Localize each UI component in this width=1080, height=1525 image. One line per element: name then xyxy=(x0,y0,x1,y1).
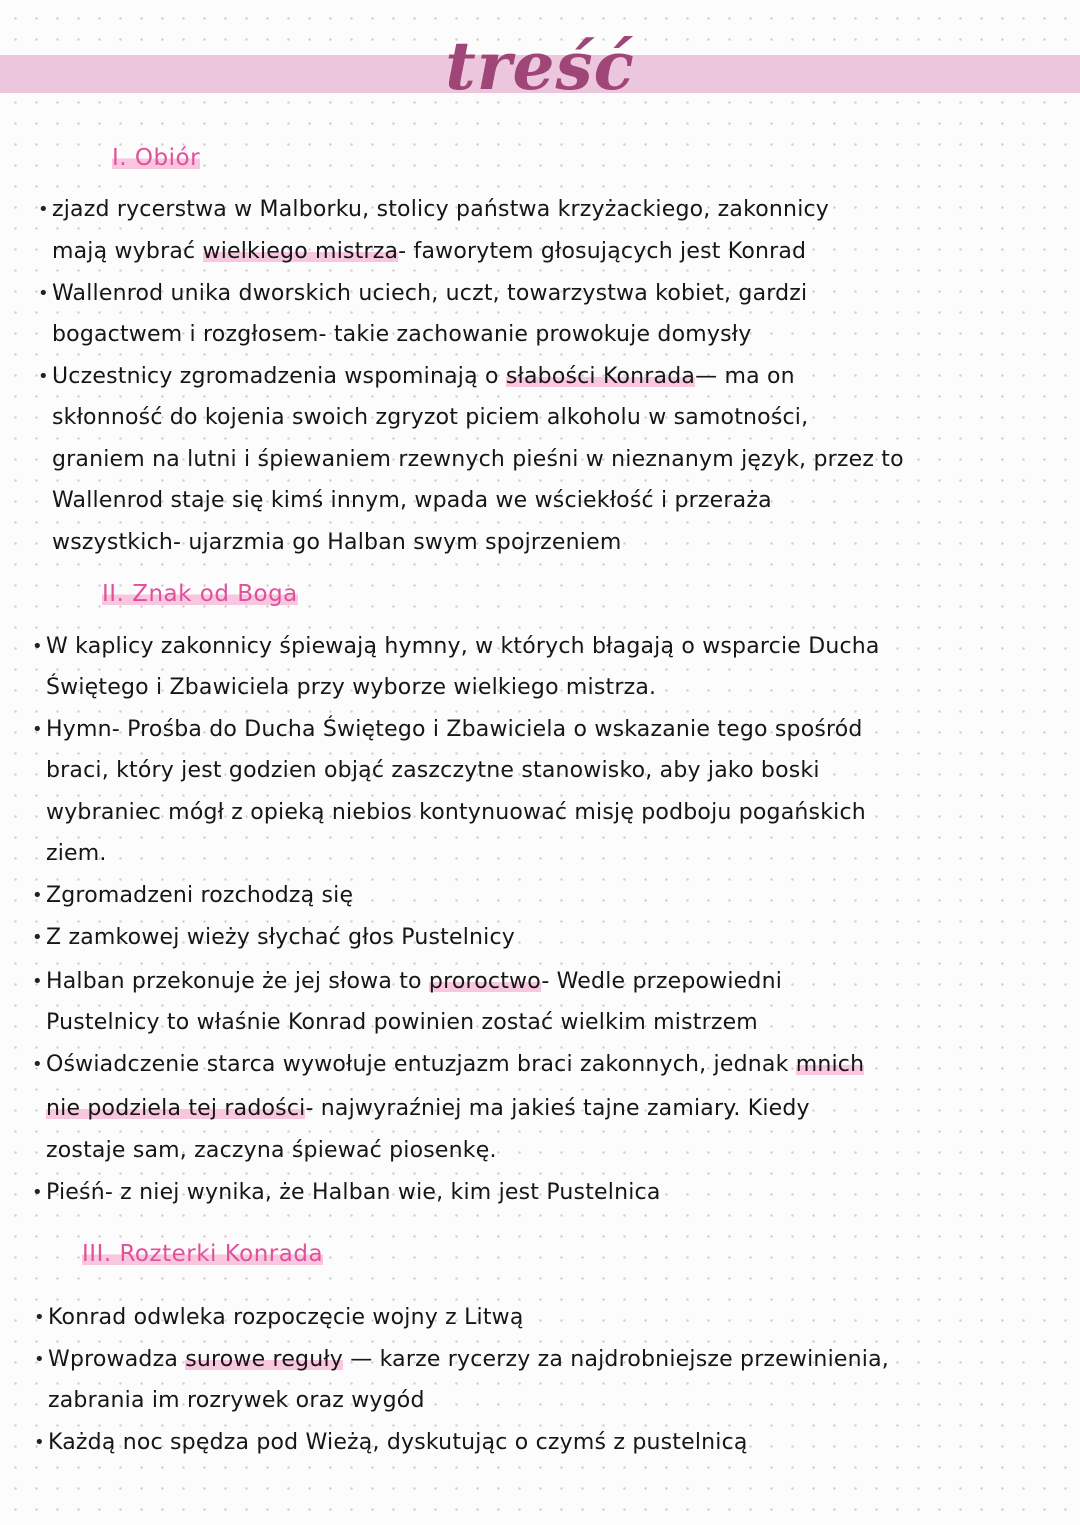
bullet: • xyxy=(38,366,49,387)
bullet: • xyxy=(32,971,43,992)
highlight-surowe-reguly: surowe reguły xyxy=(185,1347,344,1372)
bullet: • xyxy=(34,1349,45,1370)
text-line: Wprowadza surowe reguły — karze rycerzy za najdrobniejsze przewinienia, xyxy=(48,1347,889,1372)
section-heading-1-text: I. Obiór xyxy=(112,145,201,171)
highlight-nie-podziela: nie podziela tej radości xyxy=(46,1096,306,1121)
bullet: • xyxy=(32,927,43,948)
highlight-wielkiego-mistrza: wielkiego mistrza xyxy=(202,239,399,264)
text-line: bogactwem i rozgłosem- takie zachowanie prowokuje domysły xyxy=(52,322,752,347)
text-line: Z zamkowej wieży słychać głos Pustelnicy xyxy=(46,925,515,950)
text-line: Każdą noc spędza pod Wieżą, dyskutując o czymś z pustelnicą xyxy=(48,1430,748,1455)
text-line: wybraniec mógł z opieką niebios kontynuować misję podboju pogańskich xyxy=(46,800,866,825)
text-line: W kaplicy zakonnicy śpiewają hymny, w których błagają o wsparcie Ducha xyxy=(46,634,880,659)
bullet: • xyxy=(32,1054,43,1075)
text-line: ziem. xyxy=(46,841,107,866)
bullet: • xyxy=(38,199,49,220)
text-line: braci, który jest godzien objąć zaszczytne stanowisko, aby jako boski xyxy=(46,758,820,783)
highlight-mnich: mnich xyxy=(795,1052,865,1077)
bullet: • xyxy=(32,636,43,657)
text-line: zabrania im rozrywek oraz wygód xyxy=(48,1388,425,1413)
text-line: Pieśń- z niej wynika, że Halban wie, kim jest Pustelnica xyxy=(46,1180,661,1205)
text-line: Wallenrod staje się kimś innym, wpada we wściekłość i przeraża xyxy=(52,488,772,513)
page-title: treść xyxy=(445,27,635,105)
section-heading-3 xyxy=(82,1238,323,1270)
highlight-slabosci-konrada: słabości Konrada xyxy=(505,364,696,389)
text-line: Oświadczenie starca wywołuje entuzjazm braci zakonnych, jednak mnich xyxy=(46,1052,865,1077)
bullet: • xyxy=(32,1182,43,1203)
text-line: wszystkich- ujarzmia go Halban swym spojrzeniem xyxy=(52,530,622,555)
bullet: • xyxy=(34,1307,45,1328)
text-line: nie podziela tej radości- najwyraźniej ma jakieś tajne zamiary. Kiedy xyxy=(46,1096,810,1121)
section-heading-2-text: II. Znak od Boga xyxy=(102,581,298,607)
text-line: skłonność do kojenia swoich zgryzot piciem alkoholu w samotności, xyxy=(52,405,809,430)
text-line: Halban przekonuje że jej słowa to proroctwo- Wedle przepowiedni xyxy=(46,969,783,994)
text-line: Zgromadzeni rozchodzą się xyxy=(46,883,354,908)
bullet: • xyxy=(38,283,49,304)
section-heading-1 xyxy=(112,142,200,174)
section-heading-2 xyxy=(102,578,298,610)
text-line: zjazd rycerstwa w Malborku, stolicy państwa krzyżackiego, zakonnicy xyxy=(52,197,830,222)
text-line: Wallenrod unika dworskich uciech, uczt, towarzystwa kobiet, gardzi xyxy=(52,281,808,306)
highlight-proroctwo: proroctwo xyxy=(428,969,542,994)
text-line: Uczestnicy zgromadzenia wspominają o słabości Konrada— ma on xyxy=(52,364,795,389)
bullet: • xyxy=(34,1432,45,1453)
bullet: • xyxy=(32,885,43,906)
text-line: Pustelnicy to właśnie Konrad powinien zostać wielkim mistrzem xyxy=(46,1010,758,1035)
text-line: zostaje sam, zaczyna śpiewać piosenkę. xyxy=(46,1138,497,1163)
text-line: Hymn- Prośba do Ducha Świętego i Zbawiciela o wskazanie tego spośród xyxy=(46,717,863,742)
text-line: mają wybrać wielkiego mistrza- faworytem głosujących jest Konrad xyxy=(52,239,807,264)
text-line: graniem na lutni i śpiewaniem rzewnych pieśni w nieznanym język, przez to xyxy=(52,447,904,472)
text-line: Konrad odwleka rozpoczęcie wojny z Litwą xyxy=(48,1305,524,1330)
bullet: • xyxy=(32,719,43,740)
section-heading-3-text: III. Rozterki Konrada xyxy=(82,1241,324,1267)
text-line: Świętego i Zbawiciela przy wyborze wielkiego mistrza. xyxy=(46,675,657,700)
